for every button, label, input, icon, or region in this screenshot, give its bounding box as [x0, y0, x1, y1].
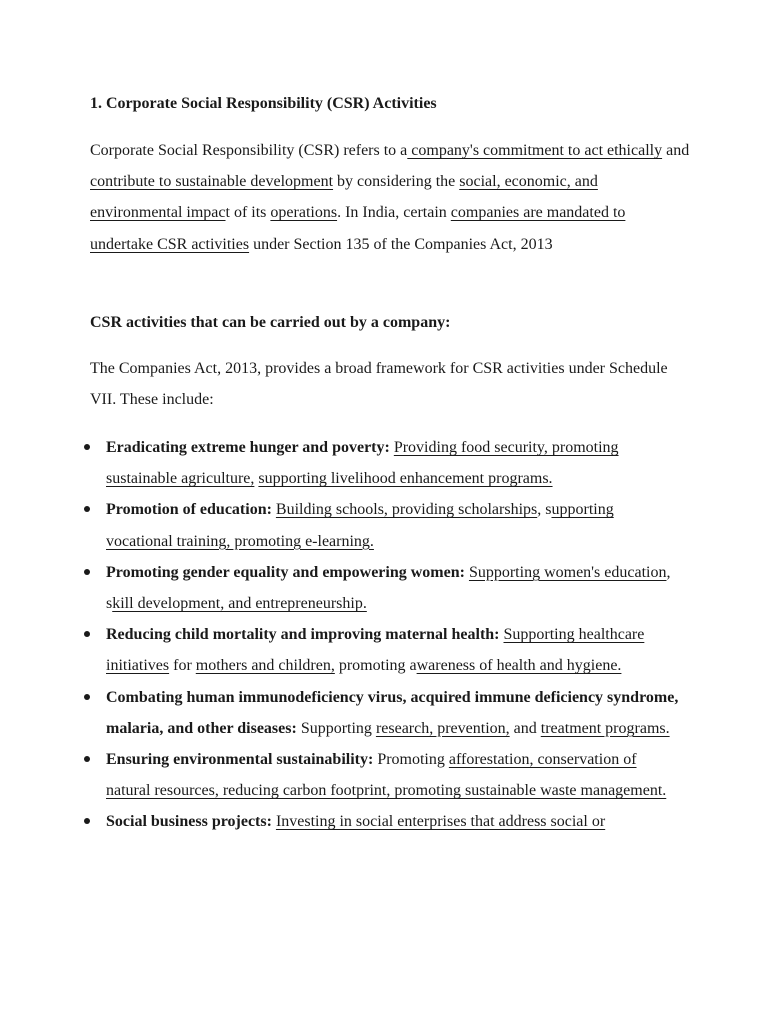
item-link[interactable]: upporting vocational training, promoting e-learning.	[106, 501, 614, 550]
bullet-icon	[84, 506, 90, 512]
intro-text-5: . In India, certain	[337, 204, 451, 222]
item-text: for	[169, 657, 196, 675]
intro-link-sustainable[interactable]: contribute to sustainable development	[90, 173, 334, 191]
item-text: Supporting	[296, 719, 376, 737]
intro-link-operations[interactable]: operations	[270, 204, 338, 222]
item-link[interactable]: wareness of health and hygiene.	[416, 657, 622, 675]
bullet-icon	[84, 756, 90, 762]
item-text: , s	[106, 563, 671, 613]
bullet-icon	[84, 818, 90, 824]
list-item	[0, 619, 681, 681]
bullet-icon	[84, 569, 90, 575]
item-title: Promotion of education:	[106, 501, 272, 519]
framework-paragraph: The Companies Act, 2013, provides a broad framework for CSR activities under Schedule VII. These include:	[90, 360, 668, 409]
item-text: , s	[537, 501, 552, 519]
intro-text-4: t of its	[225, 204, 271, 222]
item-link[interactable]: supporting livelihood enhancement programs.	[258, 470, 553, 488]
csr-activities-list	[0, 432, 681, 838]
item-link[interactable]: Supporting healthcare initiatives	[106, 626, 645, 675]
item-text: promoting a	[334, 657, 417, 675]
intro-text-3: by considering the	[333, 173, 460, 191]
intro-link-mandated[interactable]: companies are mandated to undertake CSR activities	[90, 204, 626, 253]
item-title: Reducing child mortality and improving maternal health:	[106, 626, 500, 644]
intro-paragraph	[90, 135, 690, 260]
section-heading: 1. Corporate Social Responsibility (CSR) Activities	[90, 95, 437, 112]
intro-link-commitment[interactable]: company's commitment to act ethically	[407, 142, 663, 159]
item-link[interactable]: Investing in social enterprises that address social or	[275, 813, 606, 831]
list-item	[0, 744, 681, 806]
bullet-icon	[84, 631, 90, 637]
item-text: Promoting	[373, 751, 449, 769]
item-title: Social business projects:	[106, 813, 272, 831]
item-link[interactable]: Building schools, providing scholarships	[275, 501, 538, 519]
item-link[interactable]: afforestation, conservation of natural resources, reducing carbon footprint, promoting sustainable waste management.	[106, 751, 667, 800]
list-item	[0, 494, 681, 556]
item-link[interactable]: kill development, and entrepreneurship.	[112, 595, 367, 613]
intro-text-6: under Section 135 of the Companies Act, 2013	[249, 235, 553, 253]
list-item	[0, 682, 681, 744]
item-link[interactable]: treatment programs.	[540, 719, 670, 737]
item-title: Ensuring environmental sustainability:	[106, 751, 374, 769]
item-text: and	[509, 719, 541, 737]
item-link[interactable]: Supporting women's education	[468, 563, 667, 581]
intro-link-impact[interactable]: social, economic, and environmental impac	[90, 173, 598, 222]
item-link[interactable]: Providing food security, promoting sustainable agriculture,	[106, 439, 619, 488]
bullet-icon	[84, 444, 90, 450]
bullet-icon	[84, 694, 90, 700]
intro-text-2: and	[662, 142, 690, 159]
item-link[interactable]: mothers and children,	[195, 657, 335, 675]
list-item	[0, 432, 681, 494]
item-title: Promoting gender equality and empowering women:	[106, 563, 465, 581]
item-title: Combating human immunodeficiency virus, acquired immune deficiency syndrome, malaria, and other diseases:	[106, 688, 679, 737]
intro-text-1: Corporate Social Responsibility (CSR) refers to a	[90, 142, 408, 159]
item-link[interactable]: research, prevention,	[375, 719, 510, 737]
list-item	[0, 806, 681, 837]
list-item	[0, 557, 681, 619]
item-title: Eradicating extreme hunger and poverty:	[106, 439, 390, 456]
activities-subheading: CSR activities that can be carried out by a company:	[90, 314, 451, 331]
